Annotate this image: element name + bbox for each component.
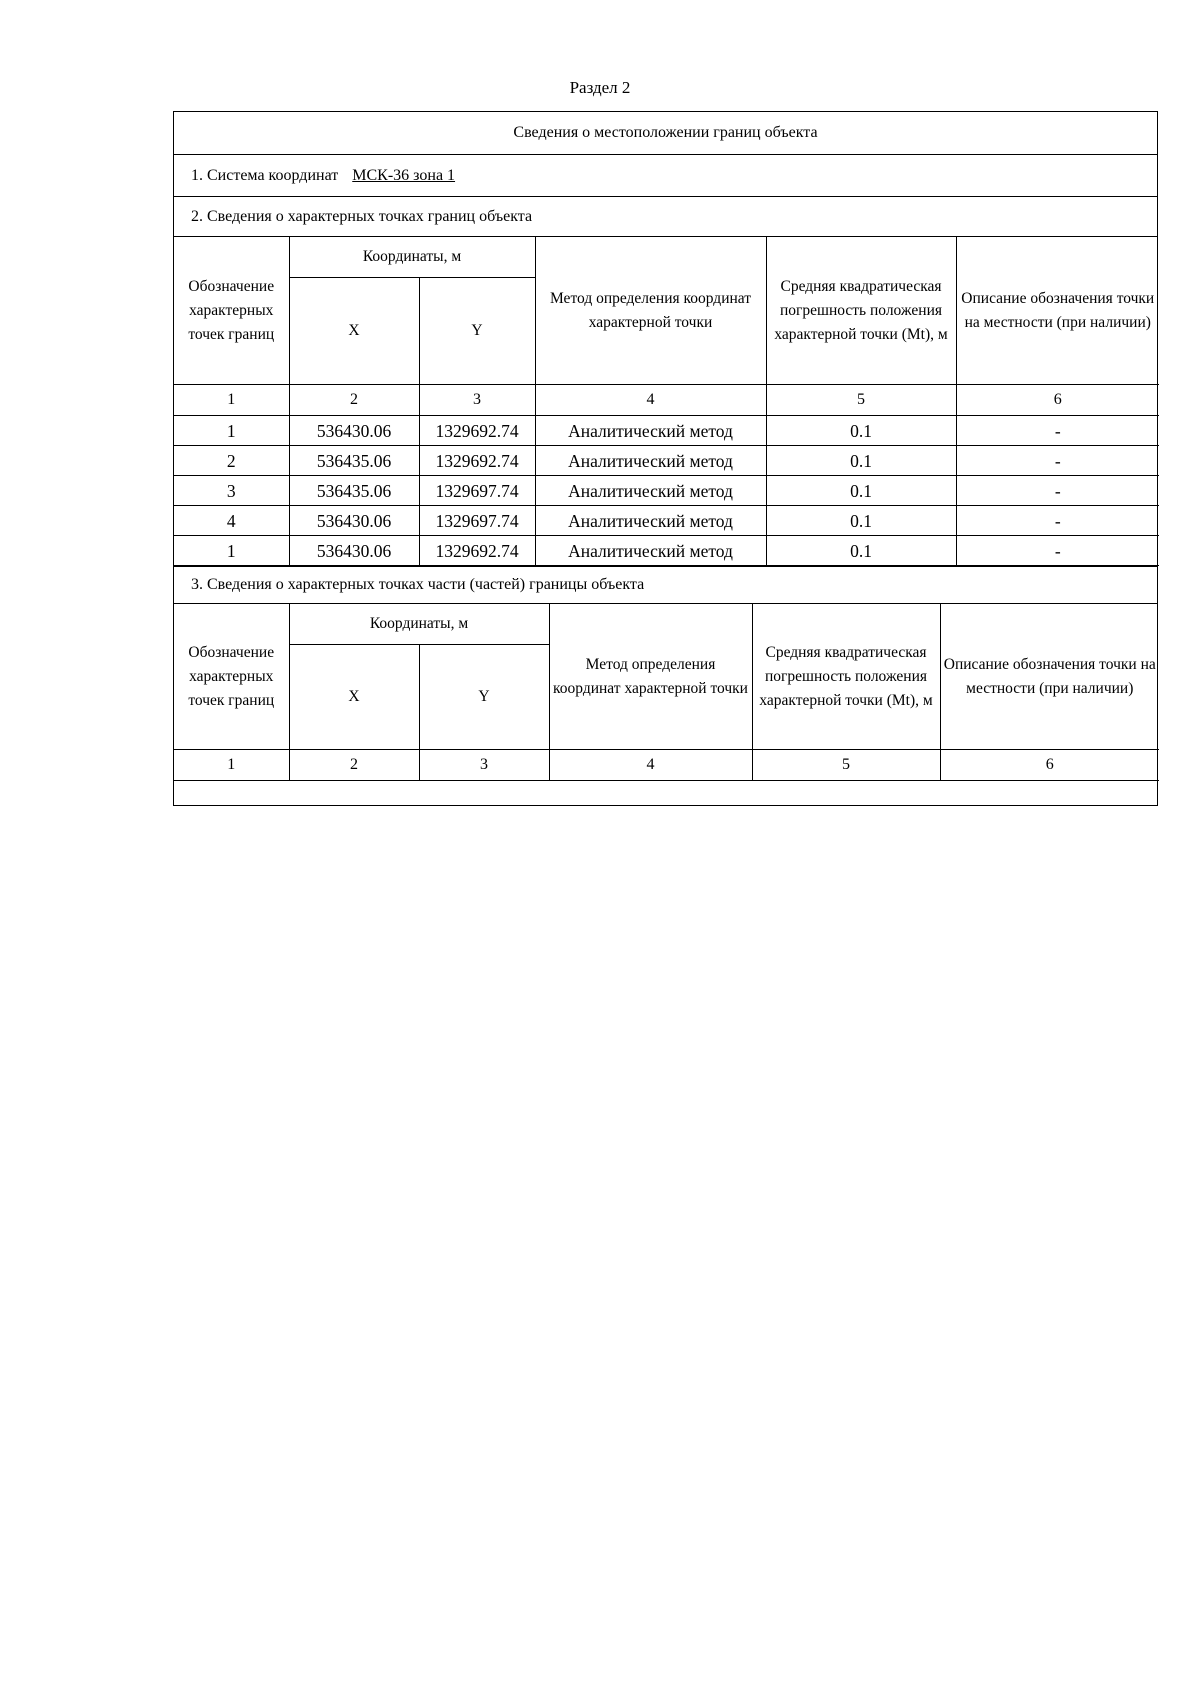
table-row: [174, 506, 1159, 536]
mean-error: 0.1: [766, 506, 956, 536]
header-y: Y: [419, 278, 535, 385]
point-number: 4: [174, 506, 289, 536]
mean-error: 0.1: [766, 446, 956, 476]
coord-y: 1329697.74: [419, 506, 535, 536]
coord-x: 536435.06: [289, 476, 419, 506]
header-description: Описание обозначения точки на местности (при наличии): [940, 604, 1159, 750]
method: Аналитический метод: [535, 416, 766, 446]
header-point-designation: Обозначение характерных точек границ: [174, 604, 289, 750]
column-number: 6: [956, 385, 1159, 416]
column-number: 5: [766, 385, 956, 416]
column-number: 4: [535, 385, 766, 416]
header-x: X: [289, 645, 419, 750]
mean-error: 0.1: [766, 536, 956, 566]
description: -: [956, 476, 1159, 506]
coordinate-system-value: МСК-36 зона 1: [352, 166, 456, 184]
header-x: X: [289, 278, 419, 385]
table-title: Сведения о местоположении границ объекта: [174, 112, 1157, 155]
page-title: Раздел 2: [569, 78, 631, 97]
section2-title: 2. Сведения о характерных точках границ объекта: [174, 197, 1157, 237]
coordinate-system-row: [174, 155, 1157, 197]
header-method: Метод определения координат характерной точки: [535, 237, 766, 385]
header-coordinates: Координаты, м: [289, 237, 535, 278]
column-number: 3: [419, 385, 535, 416]
column-number: 4: [549, 750, 752, 781]
header-y: Y: [419, 645, 549, 750]
section3-title: 3. Сведения о характерных точках части (частей) границы объекта: [174, 566, 1157, 604]
description: -: [956, 536, 1159, 566]
column-numbers-row: [174, 385, 1159, 416]
column-number: 2: [289, 750, 419, 781]
table-row: [174, 476, 1159, 506]
coord-y: 1329697.74: [419, 476, 535, 506]
section3-points-table: [174, 604, 1159, 781]
point-number: 2: [174, 446, 289, 476]
header-point-designation: Обозначение характерных точек границ: [174, 237, 289, 385]
mean-error: 0.1: [766, 476, 956, 506]
point-number: 1: [174, 536, 289, 566]
description: -: [956, 506, 1159, 536]
coord-x: 536430.06: [289, 506, 419, 536]
coord-y: 1329692.74: [419, 536, 535, 566]
column-number: 5: [752, 750, 940, 781]
column-number: 2: [289, 385, 419, 416]
column-number: 6: [940, 750, 1159, 781]
section2-points-table: [174, 237, 1159, 566]
description: -: [956, 416, 1159, 446]
description: -: [956, 446, 1159, 476]
table-row: [174, 416, 1159, 446]
column-number: 1: [174, 385, 289, 416]
column-number: 3: [419, 750, 549, 781]
header-description: Описание обозначения точки на местности (при наличии): [956, 237, 1159, 385]
column-numbers-row: [174, 750, 1159, 781]
method: Аналитический метод: [535, 476, 766, 506]
coordinate-system-label: 1. Система координат: [191, 166, 339, 184]
boundary-info-table: [173, 111, 1158, 806]
coord-x: 536430.06: [289, 416, 419, 446]
header-coordinates: Координаты, м: [289, 604, 549, 645]
column-number: 1: [174, 750, 289, 781]
mean-error: 0.1: [766, 416, 956, 446]
table-row: [174, 536, 1159, 566]
point-number: 3: [174, 476, 289, 506]
method: Аналитический метод: [535, 446, 766, 476]
header-mean-error: Средняя квадратическая погрешность положения характерной точки (Mt), м: [752, 604, 940, 750]
method: Аналитический метод: [535, 536, 766, 566]
coord-y: 1329692.74: [419, 416, 535, 446]
header-method: Метод определения координат характерной точки: [549, 604, 752, 750]
coord-y: 1329692.74: [419, 446, 535, 476]
table-row: [174, 446, 1159, 476]
coord-x: 536430.06: [289, 536, 419, 566]
point-number: 1: [174, 416, 289, 446]
method: Аналитический метод: [535, 506, 766, 536]
coord-x: 536435.06: [289, 446, 419, 476]
header-mean-error: Средняя квадратическая погрешность положения характерной точки (Mt), м: [766, 237, 956, 385]
empty-bottom-row: [174, 781, 1157, 805]
